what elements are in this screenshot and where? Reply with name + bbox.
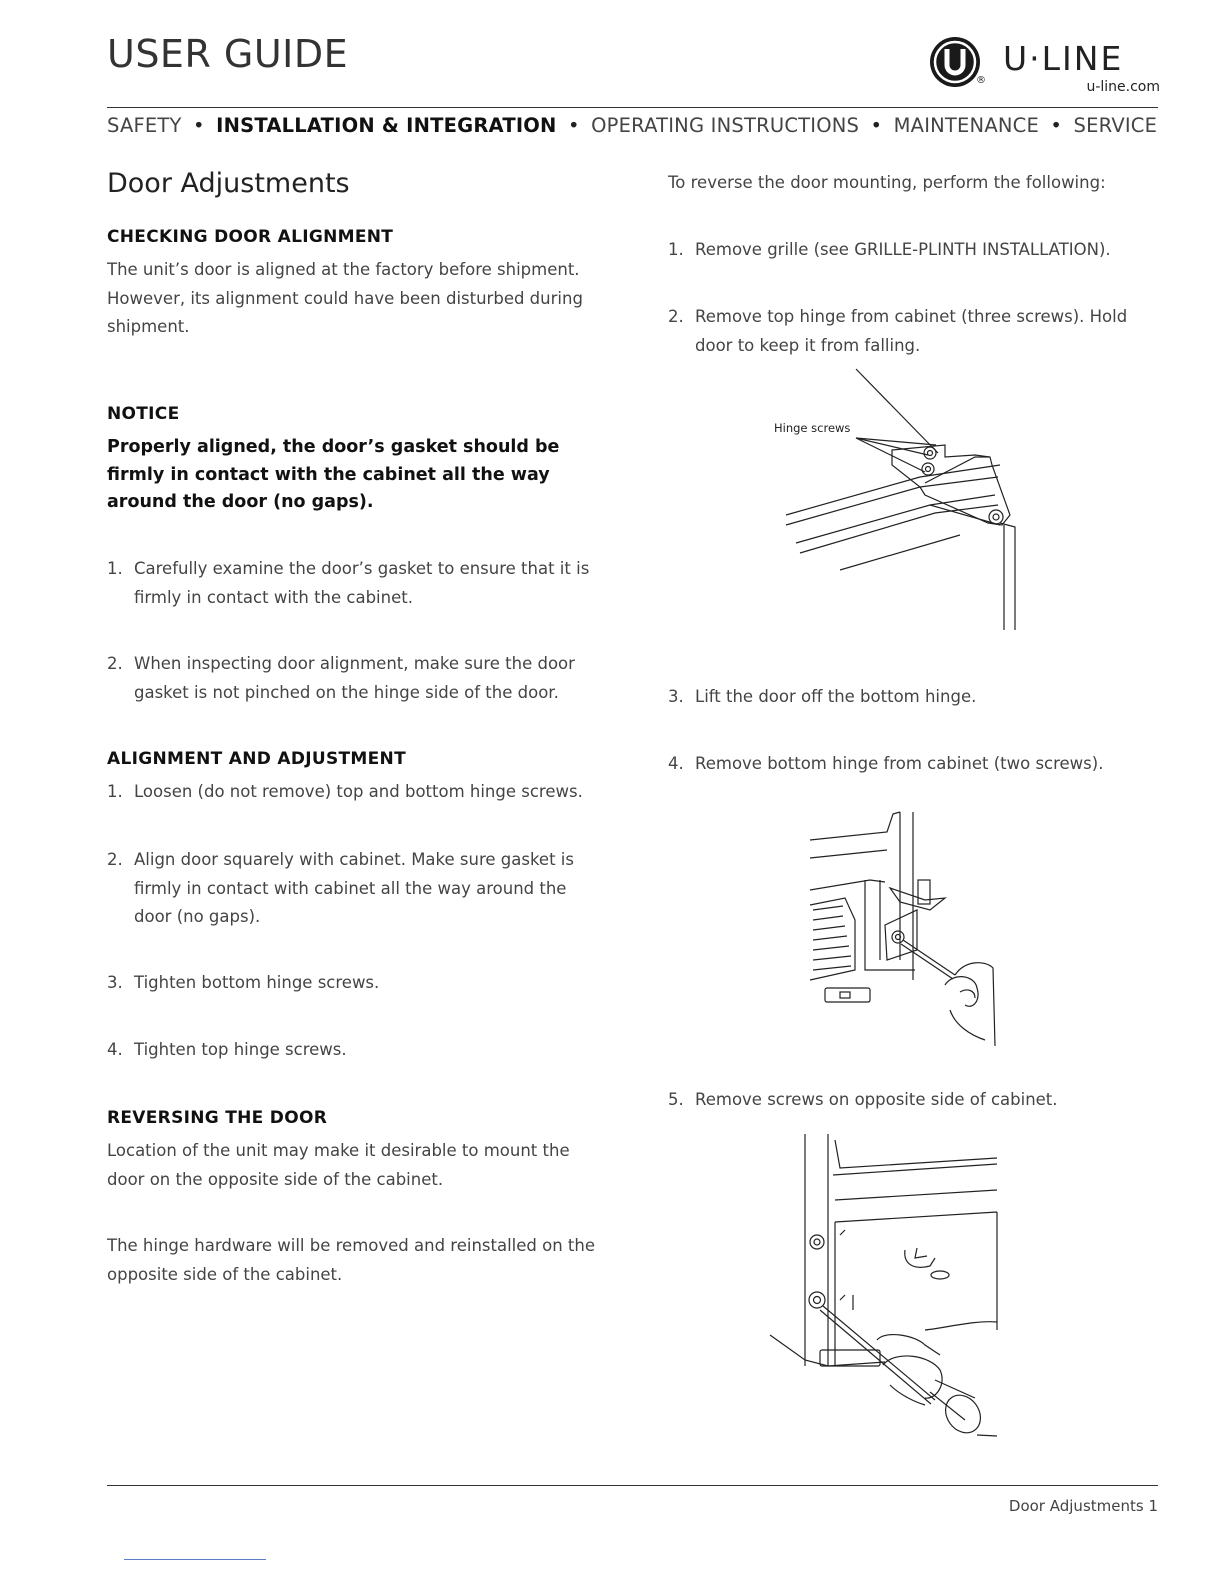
registered-mark: ® xyxy=(976,75,986,86)
nav-item-installation[interactable]: INSTALLATION & INTEGRATION xyxy=(216,114,557,137)
footer-divider xyxy=(107,1485,1158,1486)
step-number: 1. xyxy=(107,782,123,801)
step-text: Loosen (do not remove) top and bottom hinge screws. xyxy=(134,782,583,801)
brand-logo[interactable] xyxy=(928,35,1160,97)
nav-separator: • xyxy=(870,114,883,137)
step-text: Remove screws on opposite side of cabinet. xyxy=(695,1090,1058,1109)
link-underline xyxy=(124,1559,266,1560)
checking-heading: CHECKING DOOR ALIGNMENT xyxy=(107,227,394,247)
step-number: 4. xyxy=(668,754,684,773)
nav-separator: • xyxy=(567,114,580,137)
opposite-side-screws-diagram xyxy=(765,1130,1000,1442)
bottom-hinge-diagram xyxy=(805,810,997,1046)
section-nav xyxy=(107,114,1158,137)
checking-intro: The unit’s door is aligned at the factory before shipment. However, its alignment could have been disturbed during shipment. xyxy=(107,260,583,336)
step-text: Tighten top hinge screws. xyxy=(134,1040,347,1059)
alignment-step xyxy=(107,778,602,807)
step-text: Lift the door off the bottom hinge. xyxy=(695,687,977,706)
nav-item-operating[interactable]: OPERATING INSTRUCTIONS xyxy=(591,114,860,137)
step-text: When inspecting door alignment, make sure the door gasket is not pinched on the hinge side of the door. xyxy=(134,654,575,702)
document-title: USER GUIDE xyxy=(107,32,349,76)
page-number: Door Adjustments 1 xyxy=(1008,1497,1158,1515)
alignment-step xyxy=(107,1036,597,1065)
alignment-step xyxy=(107,846,597,932)
brand-wordmark: U·LINE xyxy=(1003,39,1124,78)
reversing-para-2: The hinge hardware will be removed and reinstalled on the opposite side of the cabinet. xyxy=(107,1236,595,1284)
checking-step xyxy=(107,555,597,612)
nav-item-safety[interactable]: SAFETY xyxy=(107,114,182,137)
step-number: 5. xyxy=(668,1090,684,1109)
reversing-heading: REVERSING THE DOOR xyxy=(107,1108,328,1128)
step-number: 4. xyxy=(107,1040,123,1059)
step-text: Tighten bottom hinge screws. xyxy=(134,973,380,992)
reversing-para-1: Location of the unit may make it desirable to mount the door on the opposite side of the cabinet. xyxy=(107,1141,570,1189)
step-number: 1. xyxy=(107,559,123,578)
reversing-step xyxy=(668,683,1158,712)
step-text: Remove grille (see GRILLE-PLINTH INSTALLATION). xyxy=(695,240,1111,259)
reversing-step xyxy=(668,303,1158,360)
step-number: 2. xyxy=(668,307,684,326)
step-number: 3. xyxy=(668,687,684,706)
checking-step xyxy=(107,650,597,707)
step-text: Remove bottom hinge from cabinet (two screws). xyxy=(695,754,1104,773)
nav-separator: • xyxy=(1050,114,1063,137)
step-text: Align door squarely with cabinet. Make sure gasket is firmly in contact with cabinet all the way around the door (no gaps). xyxy=(134,850,574,926)
alignment-heading: ALIGNMENT AND ADJUSTMENT xyxy=(107,749,406,769)
reversing-step xyxy=(668,1086,1158,1115)
step-text: Remove top hinge from cabinet (three screws). Hold door to keep it from falling. xyxy=(695,307,1128,355)
step-text: Carefully examine the door’s gasket to ensure that it is firmly in contact with the cabinet. xyxy=(134,559,590,607)
alignment-step xyxy=(107,969,597,998)
website-link[interactable]: u-line.com xyxy=(1086,79,1160,95)
step-number: 3. xyxy=(107,973,123,992)
step-number: 2. xyxy=(107,654,123,673)
reversing-step xyxy=(668,236,1158,265)
nav-item-service[interactable]: SERVICE xyxy=(1073,114,1158,137)
hinge-screws-label: Hinge screws xyxy=(774,421,851,435)
header-divider xyxy=(107,107,1158,108)
reversing-step xyxy=(668,750,1158,779)
nav-separator: • xyxy=(193,114,205,137)
reversing-intro: To reverse the door mounting, perform the following: xyxy=(668,173,1106,192)
step-number: 2. xyxy=(107,850,123,869)
step-number: 1. xyxy=(668,240,684,259)
nav-item-maintenance[interactable]: MAINTENANCE xyxy=(893,114,1040,137)
notice-label: NOTICE xyxy=(107,404,180,424)
top-hinge-diagram xyxy=(770,365,1030,635)
page-title: Door Adjustments xyxy=(107,168,350,199)
notice-text: Properly aligned, the door’s gasket should be firmly in contact with the cabinet all the way around the door (no gaps). xyxy=(107,437,560,512)
